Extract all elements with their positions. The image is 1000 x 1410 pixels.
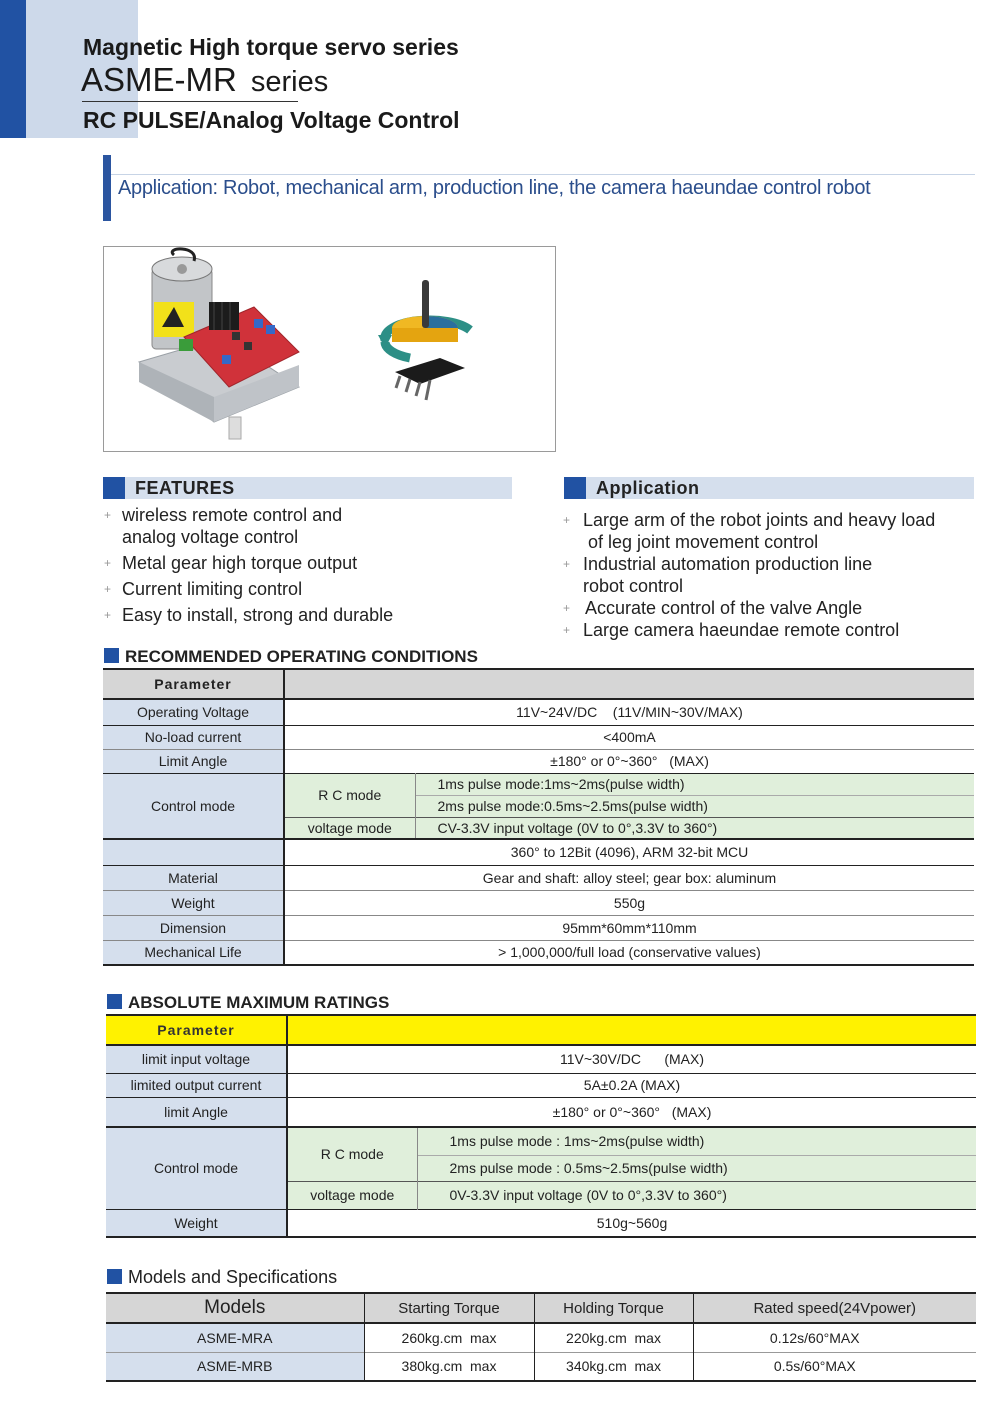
column-header: Holding Torque (534, 1293, 693, 1323)
application-item: + Accurate control of the valve Angle (563, 598, 863, 618)
models-title: Models and Specifications (107, 1267, 337, 1288)
table-row: 2ms pulse mode:0.5ms~2.5ms(pulse width) (103, 795, 974, 817)
features-title: FEATURES (135, 478, 235, 498)
title-underline (82, 101, 298, 102)
model-name: ASME-MR (81, 61, 237, 98)
servo-motor-image (104, 247, 555, 451)
banner-accent-bar (103, 155, 111, 221)
series-title: Magnetic High torque servo series (83, 34, 459, 60)
table-header-row (106, 1293, 976, 1323)
section-marker (564, 477, 586, 499)
table-row: 360° to 12Bit (4096), ARM 32-bit MCU (103, 839, 974, 865)
table-row: ASME-MRB 380kg.cm max 340kg.cm max 0.5s/60°MAX (106, 1352, 976, 1381)
feature-item: + Current limiting control (104, 579, 303, 599)
table-row: limit input voltage 11V~30V/DC (MAX) (106, 1045, 976, 1073)
column-header: Models (106, 1293, 364, 1323)
section-marker (104, 648, 119, 663)
absolute-title: ABSOLUTE MAXIMUM RATINGS (107, 993, 389, 1013)
recommended-table (103, 668, 974, 966)
header-accent-bar (0, 0, 26, 138)
feature-item: + wireless remote control and analog voltage control (104, 505, 343, 547)
table-row: Mechanical Life > 1,000,000/full load (conservative values) (103, 940, 974, 965)
parameter-header: Parameter (106, 1015, 287, 1045)
table-header-row (106, 1015, 976, 1045)
model-title (81, 62, 328, 100)
table-row: Limit Angle ±180° or 0°~360° (MAX) (103, 749, 974, 773)
table-row: Material Gear and shaft: alloy steel; gear box: aluminum (103, 865, 974, 890)
application-item: + Large arm of the robot joints and heavy load of leg joint movement control (563, 510, 936, 552)
feature-item: + Metal gear high torque output (104, 553, 358, 573)
encoder-chip-image (370, 280, 480, 415)
application-banner: Application: Robot, mechanical arm, production line, the camera haeundae control robot (118, 177, 871, 199)
plus-icon: + (563, 513, 571, 527)
table-row: ASME-MRA 260kg.cm max 220kg.cm max 0.12s/60°MAX (106, 1323, 976, 1352)
plus-icon: + (563, 557, 571, 571)
table-row: Dimension 95mm*60mm*110mm (103, 915, 974, 940)
application-item: + Large camera haeundae remote control (563, 620, 900, 640)
table-row: Weight 550g (103, 890, 974, 915)
model-suffix: series (250, 66, 329, 98)
plus-icon: + (104, 508, 112, 522)
column-header: Rated speed(24Vpower) (693, 1293, 976, 1323)
banner-rule (111, 174, 975, 175)
table-row: voltage mode CV-3.3V input voltage (0V to 0°,3.3V to 360°) (103, 817, 974, 839)
table-row: No-load current <400mA (103, 725, 974, 749)
column-header: Starting Torque (364, 1293, 534, 1323)
table-row: Weight 510g~560g (106, 1209, 976, 1237)
absolute-table (106, 1014, 976, 1238)
plus-icon: + (563, 623, 571, 637)
table-row: voltage mode 0V-3.3V input voltage (0V to 0°,3.3V to 360°) (106, 1181, 976, 1209)
table-row: limit Angle ±180° or 0°~360° (MAX) (106, 1097, 976, 1127)
models-table (106, 1292, 976, 1382)
table-row: 2ms pulse mode : 0.5ms~2.5ms(pulse width) (106, 1155, 976, 1181)
table-row: Operating Voltage 11V~24V/DC (11V/MIN~30V/MAX) (103, 699, 974, 725)
feature-item: + Easy to install, strong and durable (104, 605, 394, 625)
recommended-title: RECOMMENDED OPERATING CONDITIONS (104, 647, 478, 667)
control-subtitle: RC PULSE/Analog Voltage Control (83, 107, 460, 133)
application-title: Application (596, 478, 700, 498)
table-row: Control mode R C mode 1ms pulse mode:1ms~2ms(pulse width) (103, 773, 974, 795)
plus-icon: + (563, 601, 571, 615)
product-image-box (103, 246, 556, 452)
application-header (564, 477, 974, 499)
table-row: Control mode R C mode 1ms pulse mode : 1ms~2ms(pulse width) (106, 1127, 976, 1155)
application-item: + Industrial automation production line robot control (563, 554, 873, 596)
features-header (103, 477, 512, 499)
section-marker (103, 477, 125, 499)
application-list (563, 509, 935, 641)
plus-icon: + (104, 608, 112, 622)
plus-icon: + (104, 582, 112, 596)
features-list (104, 504, 393, 626)
table-header-row (103, 669, 974, 699)
plus-icon: + (104, 556, 112, 570)
parameter-header: Parameter (103, 669, 284, 699)
table-row: limited output current 5A±0.2A (MAX) (106, 1073, 976, 1097)
section-marker (107, 994, 122, 1009)
section-marker (107, 1269, 122, 1284)
